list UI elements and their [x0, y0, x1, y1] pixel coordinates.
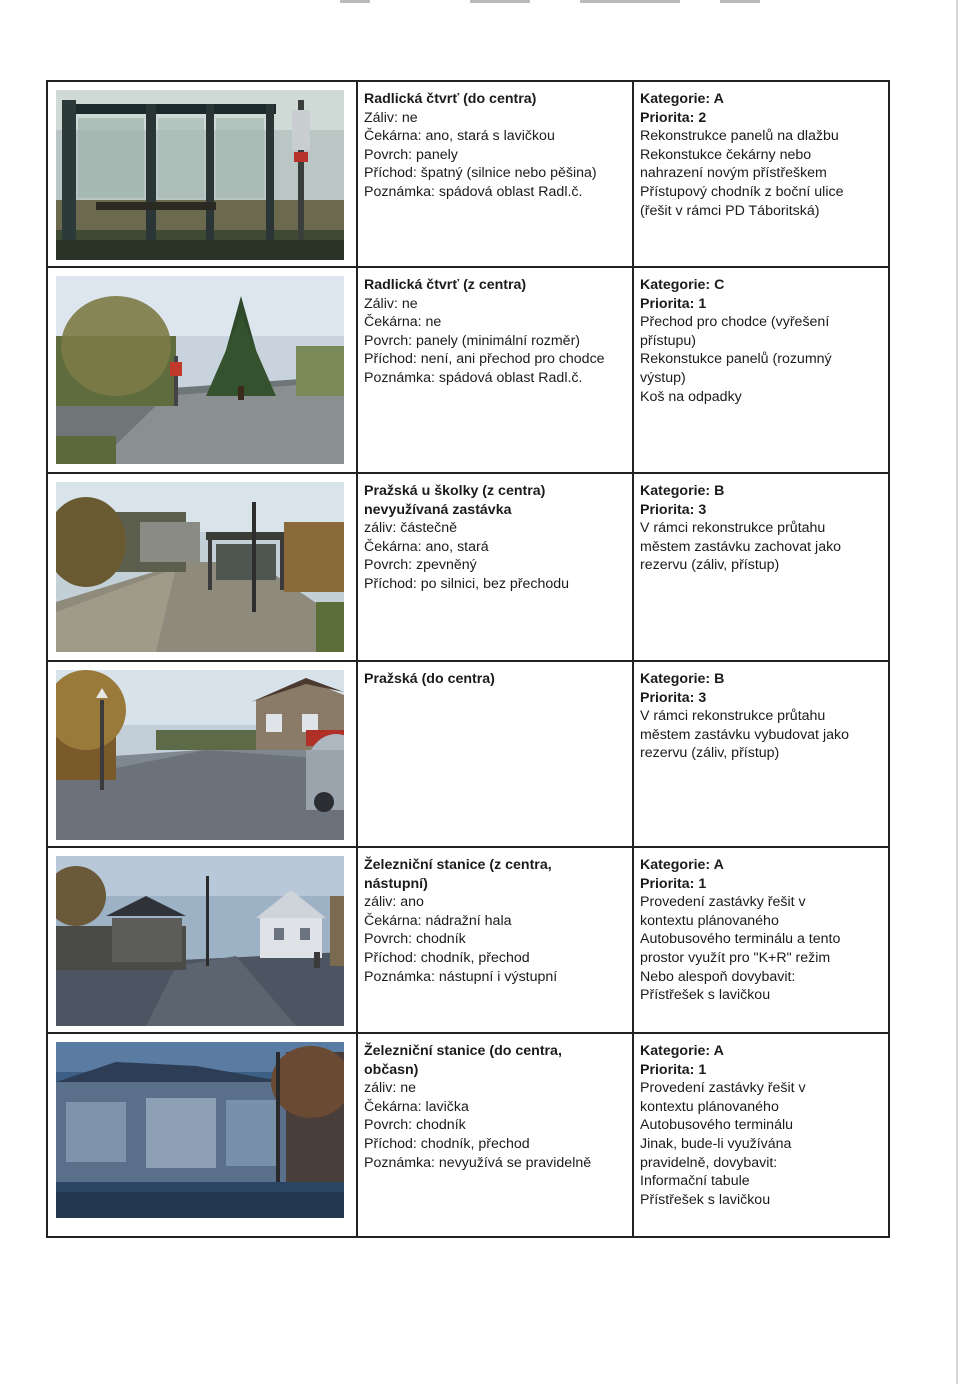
photo-cell [47, 81, 357, 267]
recommendation [634, 268, 888, 406]
stop-info-cell [357, 661, 633, 847]
recommendation-line: (řešit v rámci PD Táboritská) [640, 202, 820, 219]
recommendation-line: Rekonstrukce panelů na dlažbu [640, 128, 839, 145]
recommendation-line: Rekonstukce panelů (rozumný [640, 351, 832, 368]
recommendation-line: prostor využít pro "K+R" režim [640, 949, 831, 966]
recommendation-line: městem zastávku vybudovat jako [640, 726, 849, 743]
priority-label: Priorita: 1 [640, 875, 707, 892]
recommendation-line: pravidelně, dovybavit: [640, 1154, 778, 1171]
stop-detail: Povrch: panely (minimální rozměr) [364, 332, 581, 349]
priority-label: Priorita: 2 [640, 109, 707, 126]
stop-detail: Záliv: ne [364, 109, 418, 126]
recommendation-line: městem zastávku zachovat jako [640, 538, 842, 555]
recommendation-line: Provedení zastávky řešit v [640, 894, 806, 911]
recommendation-cell [633, 473, 889, 661]
table-row [47, 81, 889, 267]
stop-detail: Čekárna: ne [364, 314, 442, 331]
stop-detail: Povrch: chodník [364, 931, 466, 948]
stop-title: Železniční stanice (do centra, [364, 1043, 562, 1059]
stop-detail: Poznámka: spádová oblast Radl.č. [364, 369, 583, 386]
stop-title: Pražská (do centra) [364, 671, 495, 687]
photo-road-with-car [56, 670, 344, 840]
stop-detail: Příchod: chodník, přechod [364, 1135, 530, 1152]
table-row [47, 847, 889, 1033]
stop-info-cell [357, 1033, 633, 1237]
recommendation [634, 662, 888, 763]
stop-title: Radlická čtvrť (do centra) [364, 91, 537, 107]
category-label: Kategorie: A [640, 857, 724, 873]
stop-title: Pražská u školky (z centra) [364, 483, 546, 499]
recommendation-line: Přechod pro chodce (vyřešení [640, 314, 830, 331]
stop-detail: Příchod: po silnici, bez přechodu [364, 575, 570, 592]
table-row [47, 661, 889, 847]
stop-info [358, 848, 632, 986]
photo-bus-shelter [56, 90, 344, 260]
recommendation-line: Koš na odpadky [640, 388, 742, 405]
stop-info-cell [357, 267, 633, 473]
recommendation-line: nahrazení novým přístřeškem [640, 165, 827, 182]
recommendation-cell [633, 847, 889, 1033]
stop-detail: Povrch: chodník [364, 1117, 466, 1134]
recommendation-line: Jinak, bude-li využívána [640, 1135, 792, 1152]
stop-title: Radlická čtvrť (z centra) [364, 277, 527, 293]
recommendation-line: Přístřešek s lavičkou [640, 1191, 771, 1208]
recommendation-line: Autobusového terminálu a tento [640, 931, 841, 948]
recommendation [634, 1034, 888, 1209]
recommendation-line: Informační tabule [640, 1173, 750, 1190]
photo-station-street [56, 856, 344, 1026]
table-row [47, 1033, 889, 1237]
table-row [47, 473, 889, 661]
stop-detail: Povrch: panely [364, 146, 458, 163]
scan-mark [720, 0, 760, 3]
stop-detail: Záliv: ne [364, 295, 418, 312]
stop-detail: Příchod: špatný (silnice nebo pěšina) [364, 165, 597, 182]
recommendation-line: V rámci rekonstrukce průtahu [640, 520, 826, 537]
category-label: Kategorie: A [640, 91, 724, 107]
recommendation-line: Přístřešek s lavičkou [640, 987, 771, 1004]
recommendation-line: Rekonstukce čekárny nebo [640, 146, 812, 163]
stop-detail: Poznámka: nevyužívá se pravidelně [364, 1154, 592, 1171]
bus-stop-table [46, 80, 890, 1238]
stop-info [358, 474, 632, 594]
stop-detail: Čekárna: ano, stará s lavičkou [364, 128, 555, 145]
stop-detail: Čekárna: nádražní hala [364, 912, 512, 929]
priority-label: Priorita: 1 [640, 295, 707, 312]
stop-info [358, 1034, 632, 1172]
recommendation-cell [633, 81, 889, 267]
category-label: Kategorie: A [640, 1043, 724, 1059]
scan-mark [470, 0, 530, 3]
recommendation-line: rezervu (záliv, přístup) [640, 557, 780, 574]
table-row [47, 267, 889, 473]
stop-detail: Povrch: zpevněný [364, 557, 477, 574]
scan-edge [956, 0, 958, 1384]
stop-detail: Čekárna: ano, stará [364, 538, 489, 555]
stop-detail: záliv: ano [364, 894, 424, 911]
stop-title: Železniční stanice (z centra, [364, 857, 552, 873]
recommendation-line: výstup) [640, 369, 686, 386]
category-label: Kategorie: B [640, 671, 725, 687]
recommendation [634, 848, 888, 1005]
stop-info-cell [357, 847, 633, 1033]
photo-roadside-stop [56, 276, 344, 464]
stop-detail: Čekárna: lavička [364, 1098, 469, 1115]
priority-label: Priorita: 3 [640, 501, 707, 518]
priority-label: Priorita: 3 [640, 689, 707, 706]
stop-detail: Poznámka: nástupní i výstupní [364, 968, 558, 985]
recommendation-line: V rámci rekonstrukce průtahu [640, 708, 826, 725]
recommendation-line: Nebo alespoň dovybavit: [640, 968, 796, 985]
stop-detail: záliv: částečně [364, 520, 458, 537]
category-label: Kategorie: C [640, 277, 725, 293]
priority-label: Priorita: 1 [640, 1061, 707, 1078]
recommendation-cell [633, 267, 889, 473]
recommendation-line: kontextu plánovaného [640, 912, 779, 929]
recommendation-cell [633, 1033, 889, 1237]
stop-info-cell [357, 473, 633, 661]
stop-title: nástupní) [364, 875, 428, 892]
stop-info-cell [357, 81, 633, 267]
photo-cell [47, 847, 357, 1033]
photo-cell [47, 473, 357, 661]
recommendation-line: rezervu (záliv, přístup) [640, 745, 780, 762]
photo-cell [47, 661, 357, 847]
scan-mark [580, 0, 680, 3]
photo-street-shelter [56, 482, 344, 652]
recommendation-line: přístupu) [640, 332, 696, 349]
recommendation-line: Autobusového terminálu [640, 1117, 794, 1134]
recommendation-cell [633, 661, 889, 847]
recommendation [634, 474, 888, 575]
recommendation [634, 82, 888, 220]
recommendation-line: kontextu plánovaného [640, 1098, 779, 1115]
stop-detail: Příchod: chodník, přechod [364, 949, 530, 966]
category-label: Kategorie: B [640, 483, 725, 499]
stop-info [358, 82, 632, 202]
stop-info [358, 662, 632, 689]
photo-cell [47, 267, 357, 473]
stop-info [358, 268, 632, 388]
photo-station-building [56, 1042, 344, 1218]
recommendation-line: Provedení zastávky řešit v [640, 1080, 806, 1097]
stop-detail: Příchod: není, ani přechod pro chodce [364, 351, 605, 368]
photo-cell [47, 1033, 357, 1237]
stop-detail: Poznámka: spádová oblast Radl.č. [364, 183, 583, 200]
stop-title: občasn) [364, 1061, 419, 1078]
stop-detail: záliv: ne [364, 1080, 417, 1097]
stop-title: nevyužívaná zastávka [364, 501, 512, 518]
recommendation-line: Přístupový chodník z boční ulice [640, 183, 844, 200]
scan-mark [340, 0, 370, 3]
